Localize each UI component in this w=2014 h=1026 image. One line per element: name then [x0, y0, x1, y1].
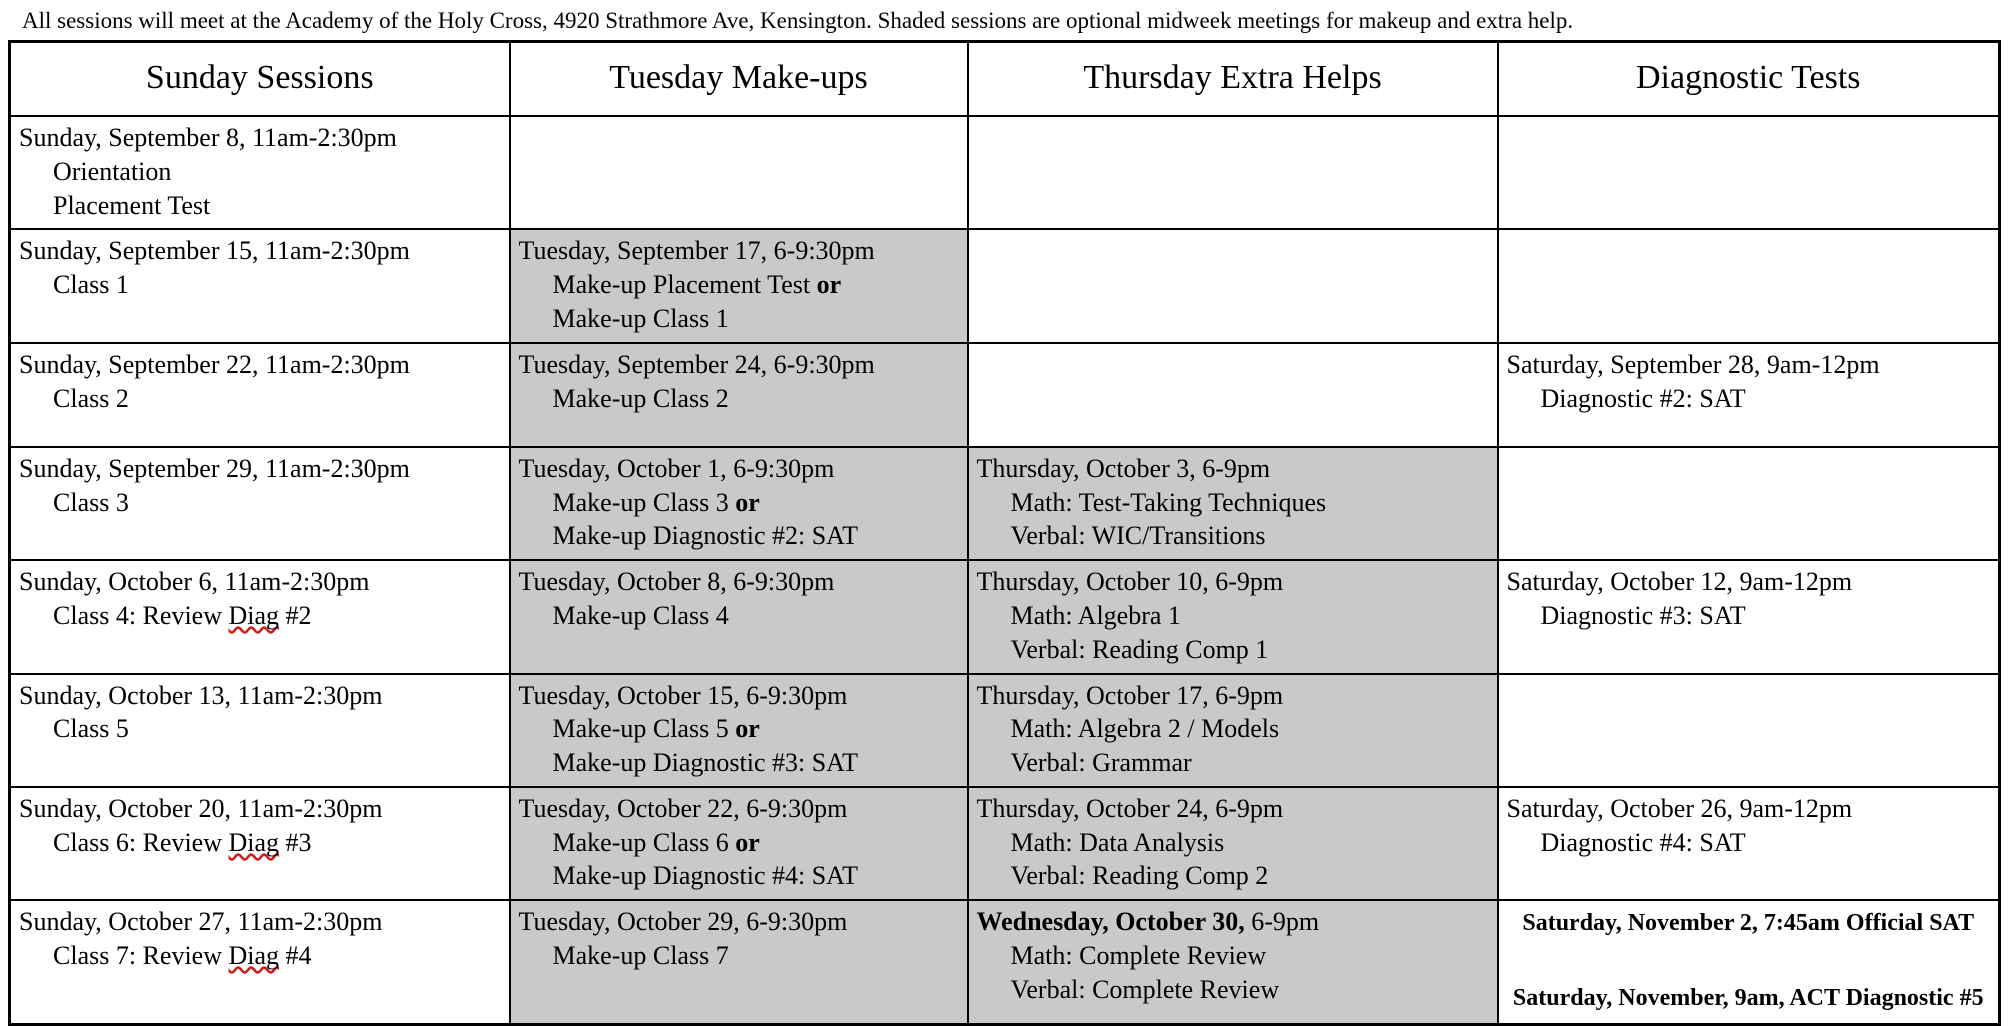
column-header-tuesday: Tuesday Make-ups [510, 42, 968, 116]
cell-tuesday-makeup [510, 447, 968, 560]
table-row [10, 447, 2000, 560]
cell-line: Tuesday, September 17, 6-9:30pm [518, 236, 875, 266]
cell-diagnostic-test [1498, 787, 2000, 900]
cell-thursday-extra-help [968, 116, 1498, 229]
cell-line: Make-up Class 2 [552, 383, 729, 413]
cell-line: Sunday, September 29, 11am-2:30pm [19, 453, 410, 483]
cell-line: Saturday, October 12, 9am-12pm [1506, 567, 1853, 597]
cell-line: Verbal: Grammar [1010, 748, 1192, 778]
table-row [10, 116, 2000, 229]
table-header-row [10, 42, 2000, 116]
cell-line: Class 5 [53, 714, 129, 744]
cell-content [519, 234, 959, 335]
cell-line: Verbal: WIC/Transitions [1010, 521, 1266, 551]
cell-content [977, 792, 1489, 893]
cell-content [519, 792, 959, 893]
cell-line: Math: Complete Review [1010, 941, 1267, 971]
spellcheck-underline: Diag [228, 600, 280, 630]
cell-line: Sunday, September 22, 11am-2:30pm [19, 349, 410, 379]
table-row [10, 787, 2000, 900]
cell-line: Class 6: Review Diag #3 [53, 827, 312, 857]
cell-line: Make-up Class 1 [552, 303, 729, 333]
cell-thursday-extra-help [968, 229, 1498, 342]
cell-tuesday-makeup [510, 343, 968, 447]
cell-line: Class 7: Review Diag #4 [53, 941, 312, 971]
cell-diagnostic-test [1498, 447, 2000, 560]
cell-line: Math: Algebra 2 / Models [1010, 714, 1280, 744]
cell-content [977, 905, 1489, 1006]
cell-content [519, 905, 959, 973]
emphasis-text: or [735, 487, 760, 517]
cell-line: Verbal: Complete Review [1010, 974, 1280, 1004]
cell-content [977, 679, 1489, 780]
cell-thursday-extra-help [968, 447, 1498, 560]
cell-line: Thursday, October 24, 6-9pm [976, 793, 1284, 823]
cell-line: Class 1 [53, 270, 129, 300]
cell-line: Saturday, October 26, 9am-12pm [1506, 793, 1853, 823]
cell-line: Diagnostic #2: SAT [1540, 383, 1746, 413]
cell-line: Math: Data Analysis [1010, 827, 1225, 857]
cell-tuesday-makeup [510, 116, 968, 229]
spellcheck-underline: Diag [228, 941, 280, 971]
cell-line: Diagnostic #4: SAT [1540, 827, 1746, 857]
emphasis-text: or [735, 827, 760, 857]
cell-sunday-session [10, 447, 510, 560]
cell-content [1507, 565, 1991, 633]
emphasis-text: or [735, 714, 760, 744]
cell-sunday-session [10, 674, 510, 787]
cell-line: Tuesday, October 15, 6-9:30pm [518, 680, 848, 710]
cell-content [977, 452, 1489, 553]
cell-line: Sunday, September 8, 11am-2:30pm [19, 122, 397, 152]
cell-content [1507, 348, 1991, 416]
session-schedule-table [8, 40, 2001, 1025]
cell-thursday-extra-help [968, 787, 1498, 900]
table-row [10, 229, 2000, 342]
cell-thursday-extra-help [968, 674, 1498, 787]
cell-line: Tuesday, October 22, 6-9:30pm [518, 793, 848, 823]
cell-tuesday-makeup [510, 560, 968, 673]
spellcheck-underline: Diag [228, 827, 280, 857]
cell-line [1507, 942, 1991, 979]
cell-sunday-session [10, 787, 510, 900]
cell-tuesday-makeup [510, 900, 968, 1024]
cell-content [1507, 792, 1991, 860]
cell-line: Thursday, October 17, 6-9pm [976, 680, 1284, 710]
cell-line: Saturday, November, 9am, ACT Diagnostic #5 [1512, 984, 1984, 1011]
cell-line: Make-up Placement Test or [552, 270, 842, 300]
cell-diagnostic-test [1498, 674, 2000, 787]
cell-thursday-extra-help [968, 343, 1498, 447]
cell-tuesday-makeup [510, 787, 968, 900]
cell-line: Sunday, October 6, 11am-2:30pm [19, 567, 370, 597]
cell-content [19, 565, 501, 633]
cell-content [19, 452, 501, 520]
emphasis-text: or [816, 270, 842, 300]
cell-thursday-extra-help [968, 900, 1498, 1024]
cell-content [19, 234, 501, 302]
cell-diagnostic-test [1498, 229, 2000, 342]
cell-sunday-session [10, 116, 510, 229]
cell-line: Class 2 [53, 383, 129, 413]
cell-content [19, 348, 501, 416]
cell-diagnostic-test [1498, 900, 2000, 1024]
cell-content [19, 905, 501, 973]
cell-line: Thursday, October 3, 6-9pm [976, 453, 1271, 483]
cell-line: Make-up Diagnostic #4: SAT [552, 861, 858, 891]
cell-line: Make-up Class 7 [552, 941, 729, 971]
cell-sunday-session [10, 343, 510, 447]
table-row [10, 343, 2000, 447]
cell-content [519, 565, 959, 633]
cell-line: Placement Test [53, 190, 211, 220]
cell-line: Math: Test-Taking Techniques [1010, 487, 1327, 517]
emphasis-text: Wednesday, October 30, [976, 907, 1245, 937]
cell-line: Tuesday, September 24, 6-9:30pm [518, 349, 875, 379]
cell-line: Make-up Class 4 [552, 600, 729, 630]
cell-sunday-session [10, 900, 510, 1024]
cell-diagnostic-test [1498, 343, 2000, 447]
cell-line: Saturday, September 28, 9am-12pm [1506, 349, 1880, 379]
cell-line: Verbal: Reading Comp 1 [1010, 634, 1269, 664]
cell-line: Class 3 [53, 487, 129, 517]
cell-content [19, 679, 501, 747]
cell-diagnostic-test [1498, 560, 2000, 673]
cell-line: Tuesday, October 8, 6-9:30pm [518, 567, 835, 597]
cell-content [977, 565, 1489, 666]
cell-line: Class 4: Review Diag #2 [53, 600, 312, 630]
column-header-sunday: Sunday Sessions [10, 42, 510, 116]
cell-content [1507, 905, 1991, 1017]
cell-line: Diagnostic #3: SAT [1540, 600, 1746, 630]
cell-line: Verbal: Reading Comp 2 [1010, 861, 1269, 891]
cell-line: Make-up Class 5 or [552, 714, 760, 744]
cell-line: Sunday, October 20, 11am-2:30pm [19, 793, 383, 823]
cell-line: Thursday, October 10, 6-9pm [976, 567, 1284, 597]
cell-thursday-extra-help [968, 560, 1498, 673]
cell-line: Sunday, September 15, 11am-2:30pm [19, 236, 410, 266]
table-row [10, 560, 2000, 673]
table-body [10, 116, 2000, 1024]
cell-line: Orientation [53, 156, 172, 186]
cell-line: Wednesday, October 30, 6-9pm [976, 907, 1320, 937]
cell-diagnostic-test [1498, 116, 2000, 229]
cell-tuesday-makeup [510, 674, 968, 787]
cell-line: Make-up Diagnostic #2: SAT [552, 521, 858, 551]
cell-line: Tuesday, October 1, 6-9:30pm [518, 453, 835, 483]
table-row [10, 900, 2000, 1024]
cell-line: Make-up Class 6 or [552, 827, 760, 857]
table-row [10, 674, 2000, 787]
cell-line: Saturday, November 2, 7:45am Official SAT [1522, 910, 1975, 937]
cell-content [19, 792, 501, 860]
cell-line: Make-up Class 3 or [552, 487, 760, 517]
cell-content [519, 348, 959, 416]
cell-content [519, 679, 959, 780]
location-note: All sessions will meet at the Academy of the Holy Cross, 4920 Strathmore Ave, Kensington. Shaded sessions are optional midweek meetings for makeup and extra help. [22, 8, 1574, 33]
cell-line: Math: Algebra 1 [1010, 600, 1181, 630]
cell-line: Make-up Diagnostic #3: SAT [552, 748, 858, 778]
cell-content [19, 121, 501, 222]
column-header-diagnostic: Diagnostic Tests [1498, 42, 2000, 116]
cell-line: Sunday, October 13, 11am-2:30pm [19, 680, 383, 710]
cell-sunday-session [10, 560, 510, 673]
cell-content [519, 452, 959, 553]
cell-tuesday-makeup [510, 229, 968, 342]
column-header-thursday: Thursday Extra Helps [968, 42, 1498, 116]
cell-sunday-session [10, 229, 510, 342]
cell-line: Sunday, October 27, 11am-2:30pm [19, 907, 383, 937]
cell-line: Tuesday, October 29, 6-9:30pm [518, 907, 848, 937]
